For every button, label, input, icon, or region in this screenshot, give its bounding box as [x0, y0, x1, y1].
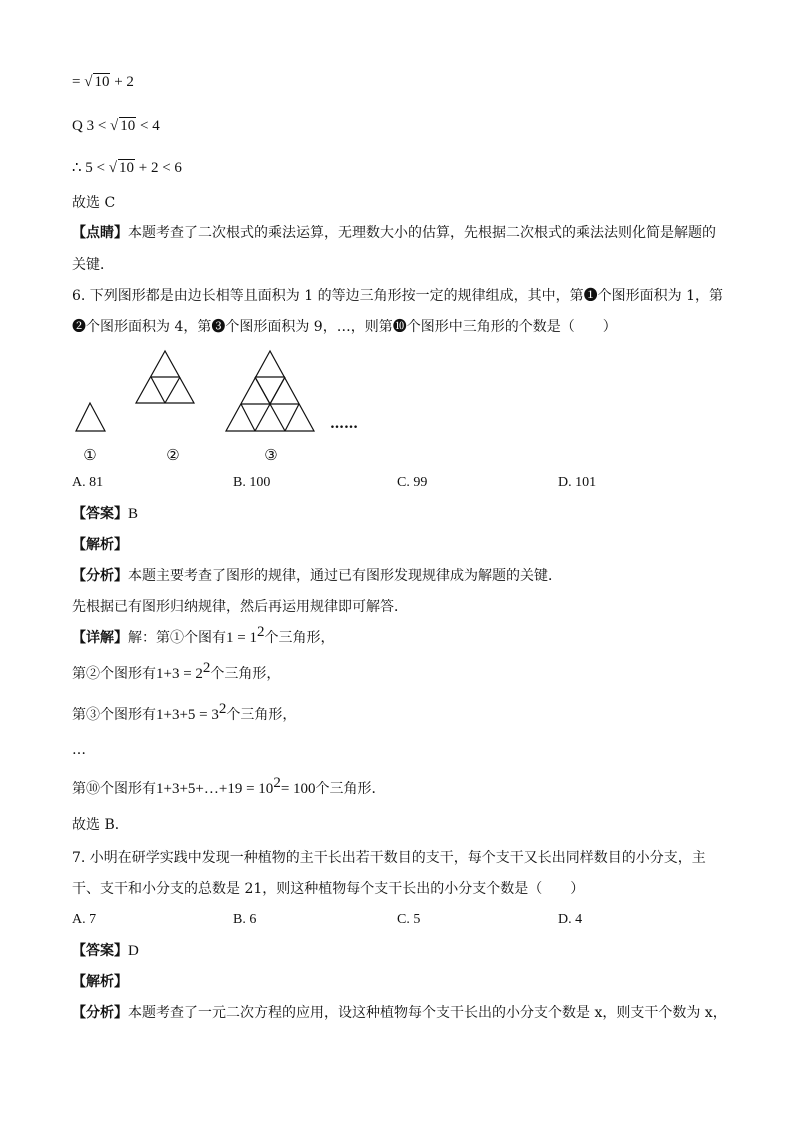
q6-detail-c [72, 701, 297, 725]
detail-math: 1+3 = 2 [156, 666, 203, 682]
radical-sign: √ [84, 74, 93, 90]
q6-option-a: A. 81 [72, 475, 104, 490]
fenxi-text: 本题考查了一元二次方程的应用，设这种植物每个支干长出的小分支个数是 x，则支干个数为 x， [128, 1005, 727, 1021]
dianjing-text: 本题考查了二次根式的乘法运算，无理数大小的估算，先根据二次根式的乘法法则化简是解题的 [128, 225, 716, 241]
exponent: 2 [273, 775, 281, 791]
q6-detail-d [72, 775, 386, 799]
detail-math: 1+3+5 = 3 [156, 707, 219, 723]
detail-end: 个三角形， [226, 707, 297, 723]
dianjing-line-2: 关键． [72, 257, 114, 273]
math-prefix: = [72, 74, 81, 90]
q7-option-d: D. 4 [558, 912, 583, 927]
radical-sign: √ [110, 118, 119, 134]
q7-line-2: 干、支干和小分支的总数是 21，则这种植物每个支干长出的小分支个数是（ ） [72, 881, 585, 897]
radical-sign: √ [108, 160, 117, 176]
figure-ellipsis: …… [330, 416, 358, 432]
choose-c: 故选 C [72, 195, 116, 211]
q7-fenxi [72, 1003, 727, 1023]
q6-line-2: ❷个图形面积为 4，第❸个图形面积为 9，…，则第❿个图形中三角形的个数是（ ） [72, 319, 617, 335]
detail-text: 第⑩个图形有 [72, 781, 156, 797]
detail-end: 个三角形． [315, 781, 386, 797]
math-suffix: + 2 < 6 [138, 160, 182, 176]
q6-analysis-tag: 【解析】 [72, 537, 128, 553]
math-suffix: < 4 [140, 118, 160, 134]
q6-option-b: B. 100 [233, 475, 271, 490]
figure-1-triangle [76, 403, 105, 431]
figure-label-2: ② [166, 446, 180, 464]
detail-text: 第③个图形有 [72, 707, 156, 723]
detail-tag: 【详解】 [72, 630, 128, 646]
math-prefix: Q 3 < [72, 118, 107, 134]
fenxi-text: 本题主要考查了图形的规律，通过已有图形发现规律成为解题的关键． [128, 568, 562, 584]
figure-3-outline [226, 351, 314, 431]
q7-analysis-tag: 【解析】 [72, 974, 128, 990]
q6-answer [72, 504, 138, 524]
q6-option-d: D. 101 [558, 475, 597, 490]
fenxi-tag: 【分析】 [72, 1005, 128, 1021]
q7-answer [72, 941, 139, 961]
q6-option-c: C. 99 [397, 475, 428, 490]
answer-value: B [128, 506, 139, 522]
radicand: 10 [119, 160, 134, 176]
dianjing-tag: 【点睛】 [72, 225, 128, 241]
answer-tag: 【答案】 [72, 943, 128, 959]
exponent: 2 [202, 660, 211, 676]
q7-line-1: 7. 小明在研学实践中发现一种植物的主干长出若干数目的支干，每个支干又长出同样数目的小分支，主 [72, 850, 706, 866]
q6-detail-a [72, 624, 335, 648]
detail-end: 个三角形， [210, 666, 281, 682]
math-prefix: ∴ 5 < [72, 160, 106, 176]
fenxi-tag: 【分析】 [72, 568, 128, 584]
q6-conclusion: 故选 B． [72, 817, 129, 833]
exponent: 2 [256, 624, 265, 640]
q7-option-c: C. 5 [397, 912, 421, 927]
detail-math: 1+3+5+…+19 = 10 [156, 781, 274, 797]
figure-label-1: ① [83, 446, 97, 464]
figure-label-3: ③ [264, 446, 278, 464]
answer-tag: 【答案】 [72, 506, 128, 522]
q6-detail-dots: … [72, 742, 86, 758]
q7-option-a: A. 7 [72, 912, 97, 927]
q6-detail-b [72, 660, 281, 684]
answer-value: D [128, 943, 139, 959]
radicand: 10 [120, 118, 136, 134]
q6-fenxi-2: 先根据已有图形归纳规律，然后再运用规律即可解答． [72, 599, 408, 615]
math-suffix: + 2 [114, 74, 134, 90]
q7-option-b: B. 6 [233, 912, 257, 927]
q6-line-1: 6. 下列图形都是由边长相等且面积为 1 的等边三角形按一定的规律组成，其中，第❶个图形面积为 1，第 [72, 288, 723, 304]
detail-math: 1 = 1 [226, 630, 257, 646]
detail-end: 个三角形， [264, 630, 335, 646]
detail-text: 第②个图形有 [72, 666, 156, 682]
detail-math-2: = 100 [280, 781, 316, 797]
q6-fenxi [72, 566, 562, 586]
radicand: 10 [94, 74, 110, 90]
exponent: 2 [218, 701, 227, 717]
detail-text: 解：第①个图有 [128, 630, 226, 646]
